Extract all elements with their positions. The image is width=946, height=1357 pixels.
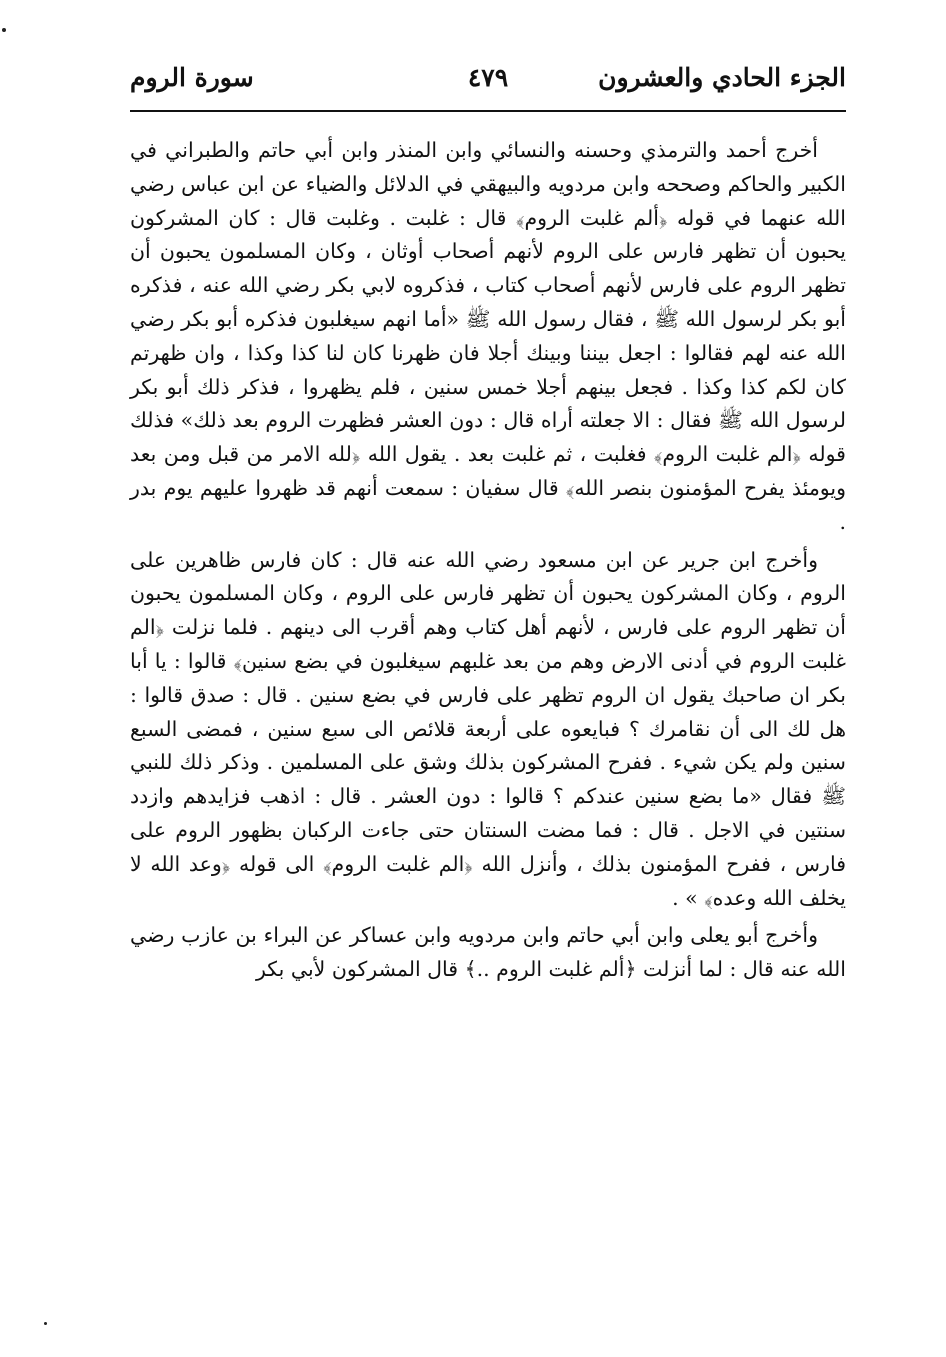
paragraph: وأخرج أبو يعلى وابن أبي حاتم وابن مردويه وابن عساكر عن البراء بن عازب رضي الله عنه قال : لما أنزلت ﴿ألم غلبت الروم ..﴾ قال المشركون لأبي بكر xyxy=(130,923,846,982)
paragraph: أخرج أحمد والترمذي وحسنه والنسائي وابن المنذر وابن أبي حاتم والطبراني في الكبير والحاكم وصححه وابن مردويه والبيهقي في الدلائل والضياء عن ابن عباس رضي الله عنهما في قوله ﴿ألم غلبت الروم﴾ قال : غلبت . وغلبت قال : كان المشركون يحبون أن تظهر فارس على الروم لأنهم أصحاب أوثان ، وكان المسلمون يحبون أن تظهر الروم على فارس لأنهم أصحاب كتاب ، فذكروه لابي بكر رضي الله عنه ، فذكره أبو بكر لرسول الله ﷺ ، فقال رسول الله ﷺ «أما انهم سيغلبون فذكره أبو بكر رضي الله عنه لهم فقالوا : اجعل بيننا وبينك أجلا فان ظهرنا كان لنا كذا وكذا ، وان ظهرتم كان لكم كذا وكذا . فجعل بينهم أجلا خمس سنين ، فلم يظهروا ، فذكر ذلك أبو بكر لرسول الله ﷺ فقال : الا جعلته أراه قال : دون العشر فظهرت الروم بعد ذلك» فذلك قوله ﴿الم غلبت الروم﴾ فغلبت ، ثم غلبت بعد . يقول الله ﴿لله الامر من قبل ومن بعد ويومئذ يفرح المؤمنون بنصر الله﴾ قال سفيان : سمعت أنهم قد ظهروا عليهم يوم بدر . xyxy=(130,138,846,534)
running-header xyxy=(130,58,846,102)
page-number: ٤٧٩ xyxy=(467,63,509,92)
scan-speck xyxy=(44,1322,47,1325)
scan-speck xyxy=(2,28,6,32)
paragraph: وأخرج ابن جرير عن ابن مسعود رضي الله عنه قال : كان فارس ظاهرين على الروم ، وكان المشركون يحبون أن تظهر فارس على الروم ، وكان المسلمون يحبون أن تظهر الروم على فارس ، لأنهم أهل كتاب وهم أقرب الى دينهم . فلما نزلت ﴿الم غلبت الروم في أدنى الارض وهم من بعد غلبهم سيغلبون في بضع سنين﴾ قالوا : يا أبا بكر ان صاحبك يقول ان الروم تظهر على فارس في بضع سنين . قال : صدق قالوا : هل لك الى أن نقامرك ؟ فبايعوه على أربعة قلائص الى سبع سنين ، فمضى السبع سنين ولم يكن شيء . ففرح المشركون بذلك وشق على المسلمين . وذكر ذلك للنبي ﷺ فقال «ما بضع سنين عندكم ؟ قالوا : دون العشر . قال : اذهب فزايدهم وازدد سنتين في الاجل . قال : فما مضت السنتان حتى جاءت الركبان بظهور الروم على فارس ، ففرح المؤمنون بذلك ، وأنزل الله ﴿الم غلبت الروم﴾ الى قوله ﴿وعد الله لا يخلف الله وعده﴾ » . xyxy=(130,547,846,910)
surah-title: سورة الروم xyxy=(130,63,254,92)
header-rule xyxy=(130,110,846,112)
body-text xyxy=(130,134,846,987)
part-title: الجزء الحادي والعشرون xyxy=(598,63,846,92)
